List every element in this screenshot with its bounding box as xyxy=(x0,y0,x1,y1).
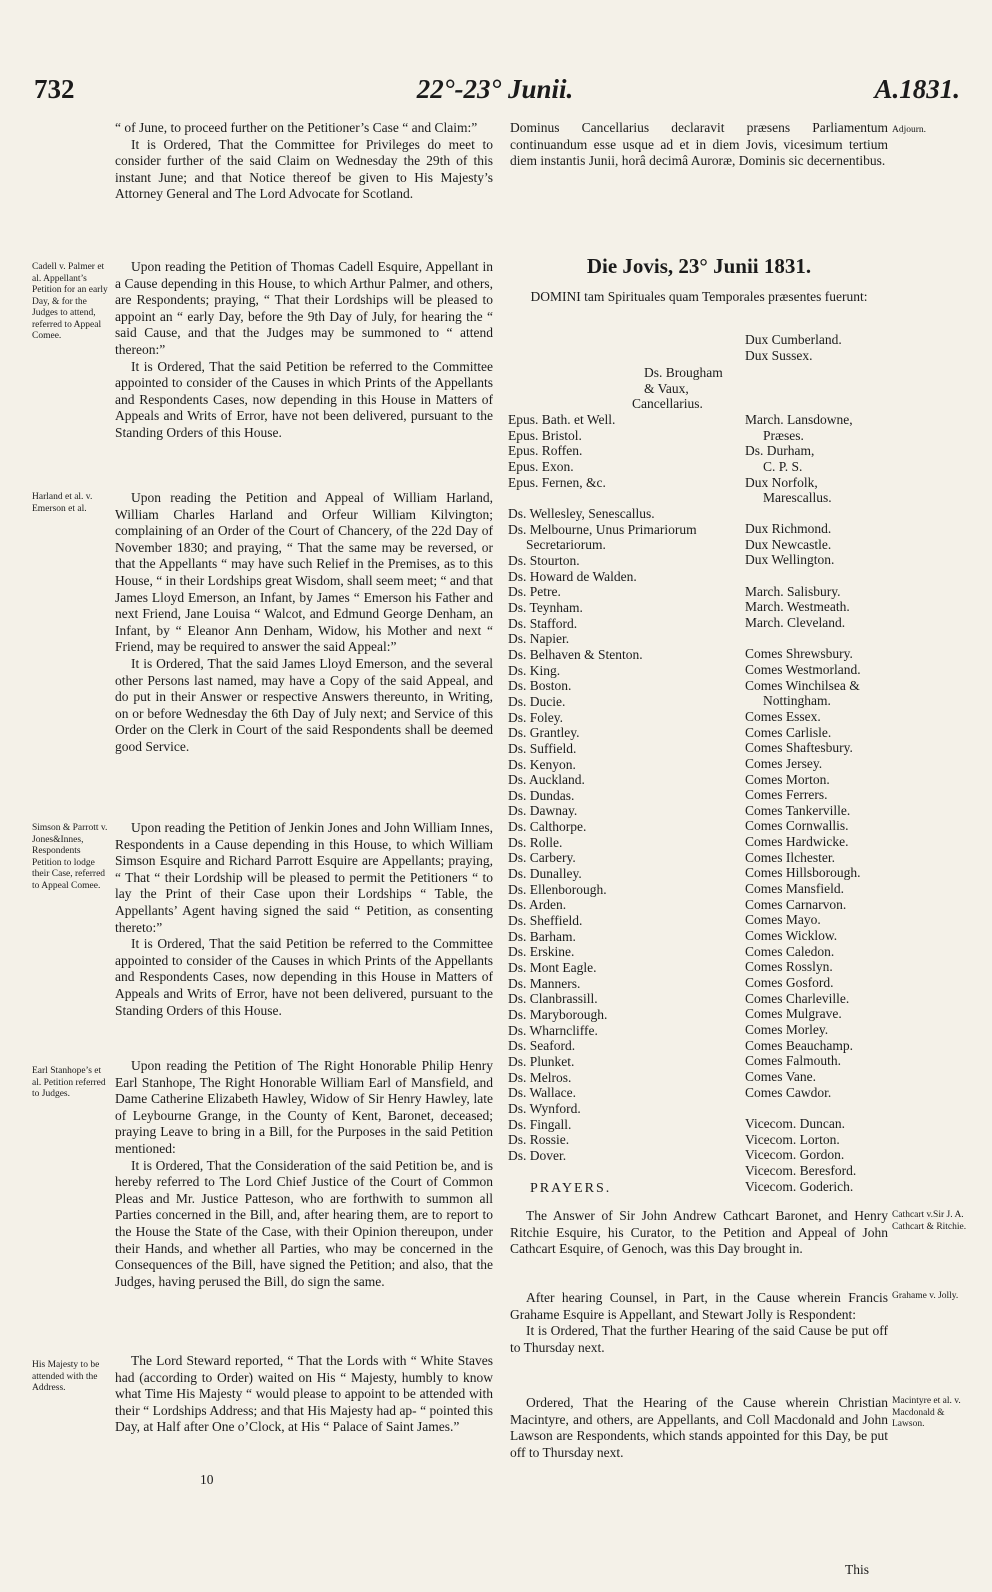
domini-line: DOMINI tam Spirituales quam Temporales præsentes fuerunt: xyxy=(530,289,868,304)
lord-entry: Ds. Howard de Walden. xyxy=(508,568,637,584)
prayers-heading: PRAYERS. xyxy=(530,1181,612,1196)
lord-entry: Ds. Stourton. xyxy=(508,552,580,568)
royal-dukes xyxy=(745,332,842,363)
lord-entry: Dux Sussex. xyxy=(745,347,813,363)
lord-entry: Secretariorum. xyxy=(526,537,606,553)
paragraph: After hearing Counsel, in Part, in the Cause wherein Francis Grahame Esquire is Appellant, and Stewart Jolly is Respondent: xyxy=(510,1290,888,1322)
lord-entry xyxy=(745,631,861,647)
lord-entry: Ds. Wharncliffe. xyxy=(508,1022,598,1038)
lord-entry: Ds. Maryborough. xyxy=(508,1007,608,1022)
lord-entry: Ds. Arden. xyxy=(508,897,567,913)
lord-entry: Ds. Manners. xyxy=(508,975,581,991)
lord-entry: Epus. Bristol. xyxy=(508,427,582,443)
lord-entry: Comes Falmouth. xyxy=(745,1053,842,1069)
paragraph: Upon reading the Petition of Jenkin Jones and John William Innes, Respondents in a Cause depending in this House, to which William Simson Esquire and Richard Parrott Esquire are Appellants; praying, “ That “ their Lordship will be pleased to permit the Petitioners “ to lay the Print of their Case upon their Lordships “ Table, the Appellants’ Agent having signed the said “ Petition, as consenting thereto:” xyxy=(115,820,493,935)
lord-entry: Ds. Rossie. xyxy=(508,1132,570,1148)
chancellor xyxy=(632,365,723,412)
lord-entry: March. Salisbury. xyxy=(745,583,841,599)
lord-entry: Ds. Dover. xyxy=(508,1147,567,1163)
lord-entry: Comes Shaftesbury. xyxy=(745,740,853,756)
lord-entry: Ds. Carbery. xyxy=(508,850,576,866)
catchword: This xyxy=(845,1562,870,1577)
margin-note-macintyre: Macintyre et al. v. Macdonald & Lawson. xyxy=(892,1396,961,1429)
entry-lord-steward xyxy=(115,1353,493,1436)
lord-entry xyxy=(745,568,861,584)
margin-note-stanhope: Earl Stanhope’s et al. Petition referred to Judges. xyxy=(32,1066,106,1099)
page-header xyxy=(30,74,960,108)
lord-entry: Ds. Durham, xyxy=(745,443,815,459)
entry-stanhope xyxy=(115,1058,493,1290)
margin-note-adjourn: Adjourn. xyxy=(892,125,927,135)
lord-entry: Nottingham. xyxy=(763,693,831,709)
paragraph: It is Ordered, That the said Petition be referred to the Committee appointed to consider of the Causes in which Prints of the Appellants and Respondents Cases, now depending in this House in Matters of Appeals and Writs of Error, have not been delivered, pursuant to the Standing Orders of this House. xyxy=(115,936,493,1018)
lord-entry: March. Lansdowne, xyxy=(745,412,853,427)
lord-entry: Comes Carnarvon. xyxy=(745,896,847,912)
paragraph: It is Ordered, That the Consideration of the said Petition be, and is hereby referred to The Lord Chief Justice of the Court of Common Pleas and Mr. Justice Patteson, who are forthwith to summon all Parties concerned in the Bill, and, after hearing them, are to report to the House the State of the Case, with their Opinion thereupon, under their Hands, and whether all Parties, who may be concerned in the Consequences of the Bill, have signed the Petition; and also, that the Judges, having perused the Bill, do sign the same. xyxy=(115,1157,493,1289)
bishops-list xyxy=(508,412,615,490)
lord-entry: Comes Hillsborough. xyxy=(745,865,861,881)
sitting-title: Die Jovis, 23° Junii 1831. xyxy=(586,254,812,278)
page-date: 22°-23° Junii. xyxy=(416,74,574,104)
entry-cadell xyxy=(115,259,493,442)
paragraph: The Answer of Sir John Andrew Cathcart Baronet, and Henry Ritchie Esquire, his Curator, to the Petition and Appeal of John Cathcart Esquire, of Genoch, was this Day brought in. xyxy=(510,1208,888,1257)
lord-entry: Vicecom. Lorton. xyxy=(745,1131,840,1147)
lord-entry: & Vaux, xyxy=(644,380,689,396)
lord-entry: C. P. S. xyxy=(763,458,803,474)
lord-entry: Ds. Seaford. xyxy=(508,1038,576,1054)
lord-entry: Ds. Rolle. xyxy=(508,834,563,850)
lord-entry: Comes Ilchester. xyxy=(745,849,835,865)
paragraph: It is Ordered, That the Committee for Privileges do meet to consider further of the said Claim on Wednesday the 29th of this instant June; and that Notice thereof be given to His Majesty’s Attorney General and The Lord Advocate for Scotland. xyxy=(115,136,493,202)
page-year: A.1831. xyxy=(874,74,960,104)
lord-entry xyxy=(745,1100,861,1116)
lord-entry: Comes Morley. xyxy=(745,1022,829,1037)
lord-entry: Ds. Erskine. xyxy=(508,944,575,960)
lord-entry: Comes Ferrers. xyxy=(745,787,828,803)
lord-entry: Ds. Fingall. xyxy=(508,1116,572,1132)
lord-entry: Vicecom. Goderich. xyxy=(745,1178,854,1194)
lord-entry: Ds. Mont Eagle. xyxy=(508,960,597,976)
lord-entry: Ds. Wallace. xyxy=(508,1085,577,1101)
margin-note-cadell: Cadell v. Palmer et al. Appellant’s Petition for an early Day, & for the Judges to attend, referred to Appeal Comee. xyxy=(32,262,108,341)
entry-simson xyxy=(115,820,493,1019)
paragraph: It is Ordered, That the further Hearing of the said Cause be put off to Thursday next. xyxy=(510,1323,888,1355)
lord-entry: Comes Shrewsbury. xyxy=(745,646,853,662)
barons-list xyxy=(508,506,697,1164)
lord-entry: Comes Jersey. xyxy=(745,755,823,771)
lord-entry: March. Cleveland. xyxy=(745,614,846,630)
officers-list xyxy=(745,412,853,506)
margin-note-majesty: His Majesty to be attended with the Address. xyxy=(32,1360,100,1393)
signature-mark: 10 xyxy=(200,1472,214,1487)
paragraph: Upon reading the Petition and Appeal of William Harland, William Charles Harland and Orfeur William Kilvington; complaining of an Order of the Court of Chancery, of the 22d Day of November 1830; and praying, “ That the same may be reversed, or that the Appellants “ may have such Relief in the Premises, as to this House, “ in their Lordships great Wisdom, shall seem meet; “ and that James Lloyd Emerson, an Infant, by James “ Emerson his Father and next Friend, Jane Louisa “ Walcot, and Edmund George Denham, an Infant, by “ Eleanor Ann Denham, Widow, his Mother and next “ Friend, may be required to answer the said Appeal:” xyxy=(115,490,493,655)
lord-entry: Comes Cawdor. xyxy=(745,1084,832,1100)
lord-entry: Vicecom. Duncan. xyxy=(745,1115,846,1131)
margin-note-grahame: Grahame v. Jolly. xyxy=(892,1291,959,1301)
lord-entry: Comes Cornwallis. xyxy=(745,818,849,834)
lord-entry: Vicecom. Beresford. xyxy=(745,1162,857,1178)
lord-entry: Dux Cumberland. xyxy=(745,332,842,347)
lord-entry: Ds. King. xyxy=(508,662,561,678)
lord-entry: Ds. Brougham xyxy=(644,365,723,380)
entry-harland xyxy=(115,490,493,756)
lord-entry: March. Westmeath. xyxy=(745,599,850,615)
lord-entry: Comes Caledon. xyxy=(745,943,835,959)
lord-entry: Ds. Clanbrassill. xyxy=(508,991,598,1007)
lord-entry: Ds. Melros. xyxy=(508,1069,572,1085)
lord-entry: Ds. Suffield. xyxy=(508,740,577,756)
paragraph: Upon reading the Petition of The Right Honorable Philip Henry Earl Stanhope, The Right Honorable William Earl of Mansfield, and Dame Catherine Elizabeth Hawley, Widow of Sir Henry Hawley, late of Leybourne Grange, in the County of Kent, Baronet, deceased; praying Leave to bring in a Bill, for the Purposes in the said Petition mentioned: xyxy=(115,1058,493,1156)
lord-entry: Comes Westmorland. xyxy=(745,661,861,677)
lord-entry: Dux Wellington. xyxy=(745,552,835,568)
paragraph: It is Ordered, That the said James Lloyd Emerson, and the several other Persons last named, may have a Copy of the said Appeal, and do put in their Answer or respective Answers thereunto, in Writing, on or before Wednesday the 6th Day of July next; and Service of this Order on the Clerk in Court of the said Respondents shall be deemed good Service. xyxy=(115,655,493,754)
lord-entry: Cancellarius. xyxy=(632,396,703,412)
lord-entry: Comes Wicklow. xyxy=(745,928,838,944)
margin-note-cathcart: Cathcart v.Sir J. A. Cathcart & Ritchie. xyxy=(892,1210,967,1232)
entry-grahame xyxy=(510,1290,888,1356)
lord-entry: Ds. Wellesley, Senescallus. xyxy=(508,506,655,521)
lord-entry: Ds. Auckland. xyxy=(508,772,585,788)
margin-note-simson: Simson & Parrott v. Jones&Innes, Respondents Petition to lodge their Case, referred to Appeal Comee. xyxy=(32,823,108,891)
paragraph: Upon reading the Petition of Thomas Cadell Esquire, Appellant in a Cause depending in this House, to which Arthur Palmer, and others, are Respondents; praying, “ That their Lordships will be pleased to appoint an “ early Day, before the 9th Day of July, for hearing the “ said Cause, and that the Judges may be summoned to “ attend thereon:” xyxy=(115,259,493,357)
lord-entry: Ds. Ellenborough. xyxy=(508,881,607,897)
lord-entry: Comes Hardwicke. xyxy=(745,834,849,850)
lord-entry: Ds. Belhaven & Stenton. xyxy=(508,646,643,662)
lord-entry: Præses. xyxy=(763,427,804,443)
paragraph: It is Ordered, That the said Petition be referred to the Committee appointed to consider of the Causes in which Prints of the Appellants and Respondents Cases, now depending in this House in Matters of Appeals and Writs of Error, have not been delivered, pursuant to the Standing Orders of this House. xyxy=(115,358,493,440)
lord-entry: Comes Winchilsea & xyxy=(745,677,860,693)
lord-entry: Comes Rosslyn. xyxy=(745,959,833,975)
lord-entry: Ds. Dundas. xyxy=(508,787,575,803)
lord-entry: Comes Tankerville. xyxy=(745,802,851,818)
lord-entry: Comes Carlisle. xyxy=(745,724,832,740)
lord-entry: Dux Norfolk, xyxy=(745,474,818,490)
lord-entry: Comes Gosford. xyxy=(745,975,834,991)
lord-entry: Epus. Fernen, &c. xyxy=(508,474,606,490)
lord-entry: Ds. Melbourne, Unus Primariorum xyxy=(508,521,697,537)
lord-entry: Marescallus. xyxy=(763,490,832,506)
lord-entry: Ds. Teynham. xyxy=(508,599,583,615)
lord-entry: Comes Vane. xyxy=(745,1068,816,1084)
lord-entry: Ds. Dawnay. xyxy=(508,803,578,819)
paragraph: Dominus Cancellarius declaravit præsens Parliamentum continuandum esse usque ad et in diem Jovis, vicesimum tertium diem instantis Junii, horâ decimâ Auroræ, Dominis sic decernentibus. xyxy=(510,120,888,169)
lord-entry: Ds. Stafford. xyxy=(508,615,578,631)
margin-note-harland: Harland et al. v. Emerson et al. xyxy=(32,492,93,514)
entry-privileges xyxy=(115,120,493,203)
paragraph: The Lord Steward reported, “ That the Lords with “ White Staves had (according to Order) waited on His “ Majesty, humbly to know what Time His Majesty “ would please to appoint to be attended with their “ Lordships Address; and that His Majesty had ap- “ pointed this Day, at Half after One o’Clock, at His “ Palace of Saint James.” xyxy=(115,1353,493,1435)
lord-entry: Dux Richmond. xyxy=(745,521,832,536)
lord-entry: Ds. Barham. xyxy=(508,928,576,944)
lord-entry: Comes Mulgrave. xyxy=(745,1006,842,1022)
lord-entry: Ds. Foley. xyxy=(508,709,564,725)
lord-entry: Epus. Exon. xyxy=(508,458,574,474)
lord-entry: Ds. Wynford. xyxy=(508,1100,581,1116)
lord-entry: Ds. Dunalley. xyxy=(508,866,582,882)
paragraph: “ of June, to proceed further on the Petitioner’s Case “ and Claim:” xyxy=(115,120,478,135)
lord-entry: Epus. Roffen. xyxy=(508,443,583,459)
entry-adjourn xyxy=(510,120,888,170)
lord-entry: Vicecom. Gordon. xyxy=(745,1147,845,1163)
lord-entry: Dux Newcastle. xyxy=(745,536,832,552)
lord-entry: Epus. Bath. et Well. xyxy=(508,412,616,427)
entry-macintyre xyxy=(510,1395,888,1461)
lord-entry: Comes Essex. xyxy=(745,708,821,724)
lord-entry: Comes Morton. xyxy=(745,771,830,787)
lord-entry: Ds. Napier. xyxy=(508,631,570,647)
peers-list xyxy=(745,521,861,1194)
lord-entry: Ds. Sheffield. xyxy=(508,913,583,929)
lord-entry: Ds. Plunket. xyxy=(508,1053,575,1069)
lord-entry: Comes Mayo. xyxy=(745,912,821,928)
paragraph: Ordered, That the Hearing of the Cause wherein Christian Macintyre, and others, are Appellants, and Coll Macdonald and John Lawson are Respondents, which stands appointed for this Day, be put off to Thursday next. xyxy=(510,1395,888,1460)
entry-cathcart xyxy=(510,1208,888,1258)
lord-entry: Ds. Ducie. xyxy=(508,693,566,709)
lord-entry: Comes Mansfield. xyxy=(745,881,844,897)
lord-entry: Ds. Petre. xyxy=(508,584,561,600)
lord-entry: Comes Charleville. xyxy=(745,990,850,1006)
lord-entry: Ds. Kenyon. xyxy=(508,756,576,772)
lord-entry: Ds. Boston. xyxy=(508,678,572,694)
lord-entry: Ds. Calthorpe. xyxy=(508,819,587,835)
lord-entry: Ds. Grantley. xyxy=(508,725,580,741)
page-number: 732 xyxy=(34,74,75,104)
lord-entry: Comes Beauchamp. xyxy=(745,1037,853,1053)
